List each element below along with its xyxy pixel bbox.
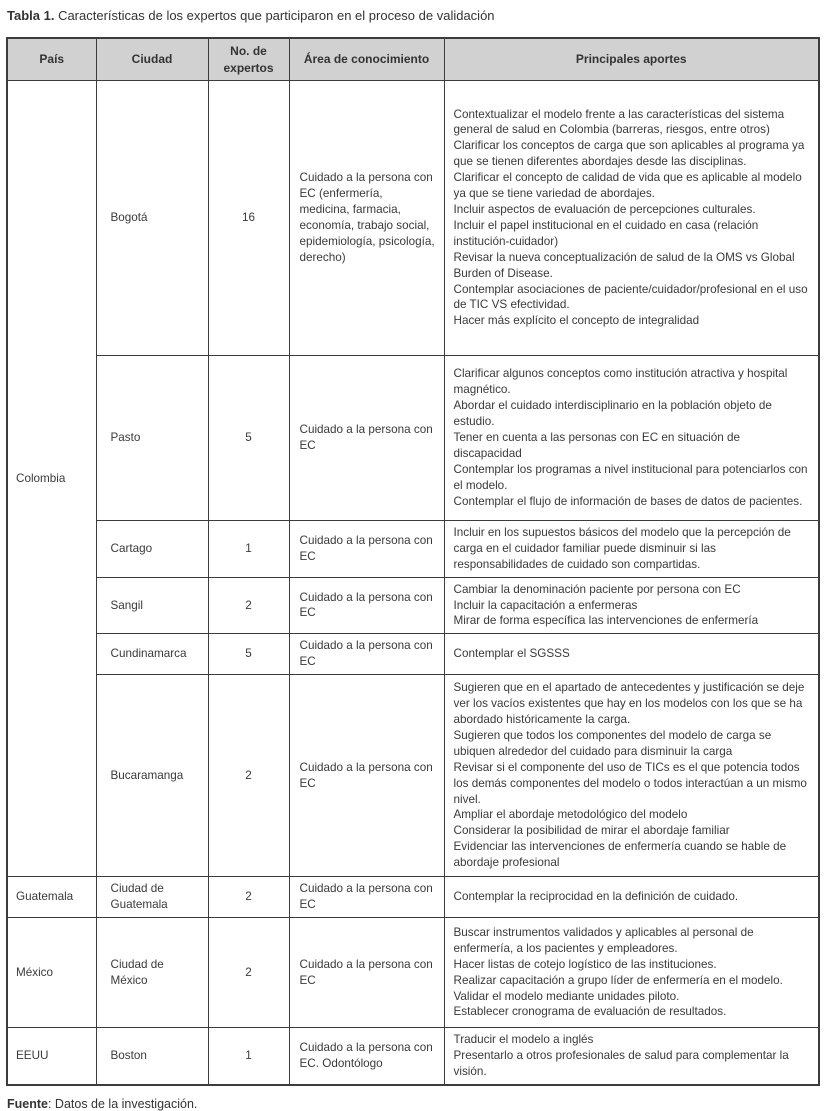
contribution-item: Buscar instrumentos validados y aplicables al personal de enfermería, a los pacientes y empleadores. <box>453 925 754 955</box>
contribution-item: Ampliar el abordaje metodológico del modelo <box>453 808 688 822</box>
contribution-item: Sugieren que todos los componentes del modelo de carga se ubiquen alrededor del cuidado para disminuir la carga <box>453 728 772 758</box>
col-header-city: Ciudad <box>96 38 208 80</box>
knowledge-area-cell: Cuidado a la persona con EC <box>289 355 444 520</box>
city-cell: Sangil <box>96 577 208 634</box>
experts-table <box>6 37 820 1086</box>
contribution-item: Contemplar la reciprocidad en la definición de cuidado. <box>453 890 739 904</box>
table-row <box>7 577 819 634</box>
experts-count-cell: 2 <box>208 918 289 1028</box>
contribution-item: Sugieren que en el apartado de antecedentes y justificación se deje ver los vacíos existentes que hay en los modelos con los que se ha abordado históricamente la carga. <box>453 681 805 726</box>
contribution-item: Presentarlo a otros profesionales de salud para complementar la visión. <box>453 1049 789 1078</box>
contribution-item: Cambiar la denominación paciente por persona con EC <box>453 582 741 596</box>
experts-count-cell: 5 <box>208 634 289 675</box>
knowledge-area-cell: Cuidado a la persona con EC <box>289 675 444 877</box>
city-cell: Ciudad de Guatemala <box>96 877 208 918</box>
contributions-cell <box>444 675 819 877</box>
col-header-area: Área de conocimiento <box>289 38 444 80</box>
contributions-cell <box>444 1028 819 1085</box>
knowledge-area-cell: Cuidado a la persona con EC <box>289 918 444 1028</box>
contribution-item: Clarificar algunos conceptos como institución atractiva y hospital magnético. <box>453 367 788 397</box>
contribution-item: Realizar capacitación a grupo líder de enfermería en el modelo. <box>453 973 783 987</box>
source-label: Fuente <box>7 1096 48 1111</box>
city-cell: Bogotá <box>96 80 208 355</box>
city-cell: Ciudad de México <box>96 918 208 1028</box>
knowledge-area-cell: Cuidado a la persona con EC <box>289 877 444 918</box>
table-row <box>7 877 819 918</box>
col-header-experts: No. de expertos <box>208 38 289 80</box>
contribution-item: Clarificar el concepto de calidad de vida que es aplicable al modelo ya que se tiene variedad de abordajes. <box>453 171 802 201</box>
experts-count-cell: 1 <box>208 1028 289 1085</box>
contribution-item: Incluir la capacitación a enfermeras <box>453 598 638 612</box>
country-cell: México <box>7 918 96 1028</box>
city-cell: Cundinamarca <box>96 634 208 675</box>
knowledge-area-cell: Cuidado a la persona con EC <box>289 520 444 577</box>
contribution-item: Mirar de forma específica las intervenciones de enfermería <box>453 614 759 628</box>
contributions-cell <box>444 877 819 918</box>
table-caption-text: Características de los expertos que participaron en el proceso de validación <box>54 8 495 23</box>
contribution-item: Revisar si el componente del uso de TICs es el que potencia todos los demás componentes del modelo o todos interactúan a un mismo nivel. <box>453 760 807 806</box>
table-row <box>7 80 819 355</box>
contribution-item: Incluir aspectos de evaluación de percepciones culturales. <box>453 202 756 216</box>
experts-count-cell: 2 <box>208 877 289 918</box>
contribution-item: Contemplar asociaciones de paciente/cuidador/profesional en el uso de TIC VS efectividad. <box>453 282 808 312</box>
contribution-item: Hacer listas de cotejo logístico de las instituciones. <box>453 957 717 971</box>
table-row <box>7 520 819 577</box>
contribution-item: Incluir en los supuestos básicos del modelo que la percepción de carga en el cuidador familiar puede disminuir si las responsabilidades de cuidado son compartidas. <box>453 525 791 571</box>
contribution-item: Considerar la posibilidad de mirar el abordaje familiar <box>453 824 730 838</box>
knowledge-area-cell: Cuidado a la persona con EC <box>289 577 444 634</box>
contribution-item: Hacer más explícito el concepto de integralidad <box>453 314 700 328</box>
contribution-item: Traducir el modelo a inglés <box>453 1033 594 1047</box>
contribution-item: Revisar la nueva conceptualización de salud de la OMS vs Global Burden of Disease. <box>453 250 795 280</box>
contribution-item: Validar el modelo mediante unidades piloto. <box>453 989 680 1003</box>
col-header-country: País <box>7 38 96 80</box>
table-caption <box>7 8 818 24</box>
contributions-cell <box>444 634 819 675</box>
col-header-aportes: Principales aportes <box>444 38 819 80</box>
contribution-item: Contemplar los programas a nivel institucional para potenciarlos con el modelo. <box>453 462 808 492</box>
source-text: : Datos de la investigación. <box>47 1096 198 1111</box>
contributions-cell <box>444 80 819 355</box>
city-cell: Bucaramanga <box>96 675 208 877</box>
experts-count-cell: 16 <box>208 80 289 355</box>
knowledge-area-cell: Cuidado a la persona con EC <box>289 634 444 675</box>
contribution-item: Tener en cuenta a las personas con EC en situación de discapacidad <box>453 430 741 460</box>
knowledge-area-cell: Cuidado a la persona con EC (enfermería, medicina, farmacia, economía, trabajo social, epidemiología, psicología, derecho) <box>289 80 444 355</box>
contributions-cell <box>444 918 819 1028</box>
country-cell: EEUU <box>7 1028 96 1085</box>
experts-count-cell: 5 <box>208 355 289 520</box>
contributions-cell <box>444 355 819 520</box>
header-row <box>7 38 819 80</box>
contribution-item: Incluir el papel institucional en el cuidado en casa (relación institución-cuidador) <box>453 218 759 248</box>
table-row <box>7 634 819 675</box>
table-row <box>7 675 819 877</box>
city-cell: Pasto <box>96 355 208 520</box>
city-cell: Cartago <box>96 520 208 577</box>
experts-count-cell: 2 <box>208 675 289 877</box>
contributions-cell <box>444 577 819 634</box>
contribution-item: Evidenciar las intervenciones de enfermería cuando se hable de abordaje profesional <box>453 840 787 870</box>
table-row <box>7 918 819 1028</box>
city-cell: Boston <box>96 1028 208 1085</box>
table-caption-label: Tabla 1. <box>7 8 55 23</box>
country-cell: Guatemala <box>7 877 96 918</box>
contribution-item: Contextualizar el modelo frente a las características del sistema general de salud en Colombia (barreras, riesgos, entre otros) <box>453 107 785 137</box>
contribution-item: Abordar el cuidado interdisciplinario en la población objeto de estudio. <box>453 399 772 429</box>
country-cell: Colombia <box>7 80 96 876</box>
table-source-note <box>7 1097 818 1111</box>
table-row <box>7 1028 819 1085</box>
experts-count-cell: 1 <box>208 520 289 577</box>
contribution-item: Establecer cronograma de evaluación de resultados. <box>453 1005 727 1019</box>
knowledge-area-cell: Cuidado a la persona con EC. Odontólogo <box>289 1028 444 1085</box>
contribution-item: Contemplar el flujo de información de bases de datos de pacientes. <box>453 494 803 508</box>
contribution-item: Clarificar los conceptos de carga que son aplicables al programa ya que se tienen diferentes abordajes desde las disciplinas. <box>453 139 805 169</box>
contribution-item: Contemplar el SGSSS <box>453 647 570 661</box>
experts-count-cell: 2 <box>208 577 289 634</box>
table-row <box>7 355 819 520</box>
contributions-cell <box>444 520 819 577</box>
